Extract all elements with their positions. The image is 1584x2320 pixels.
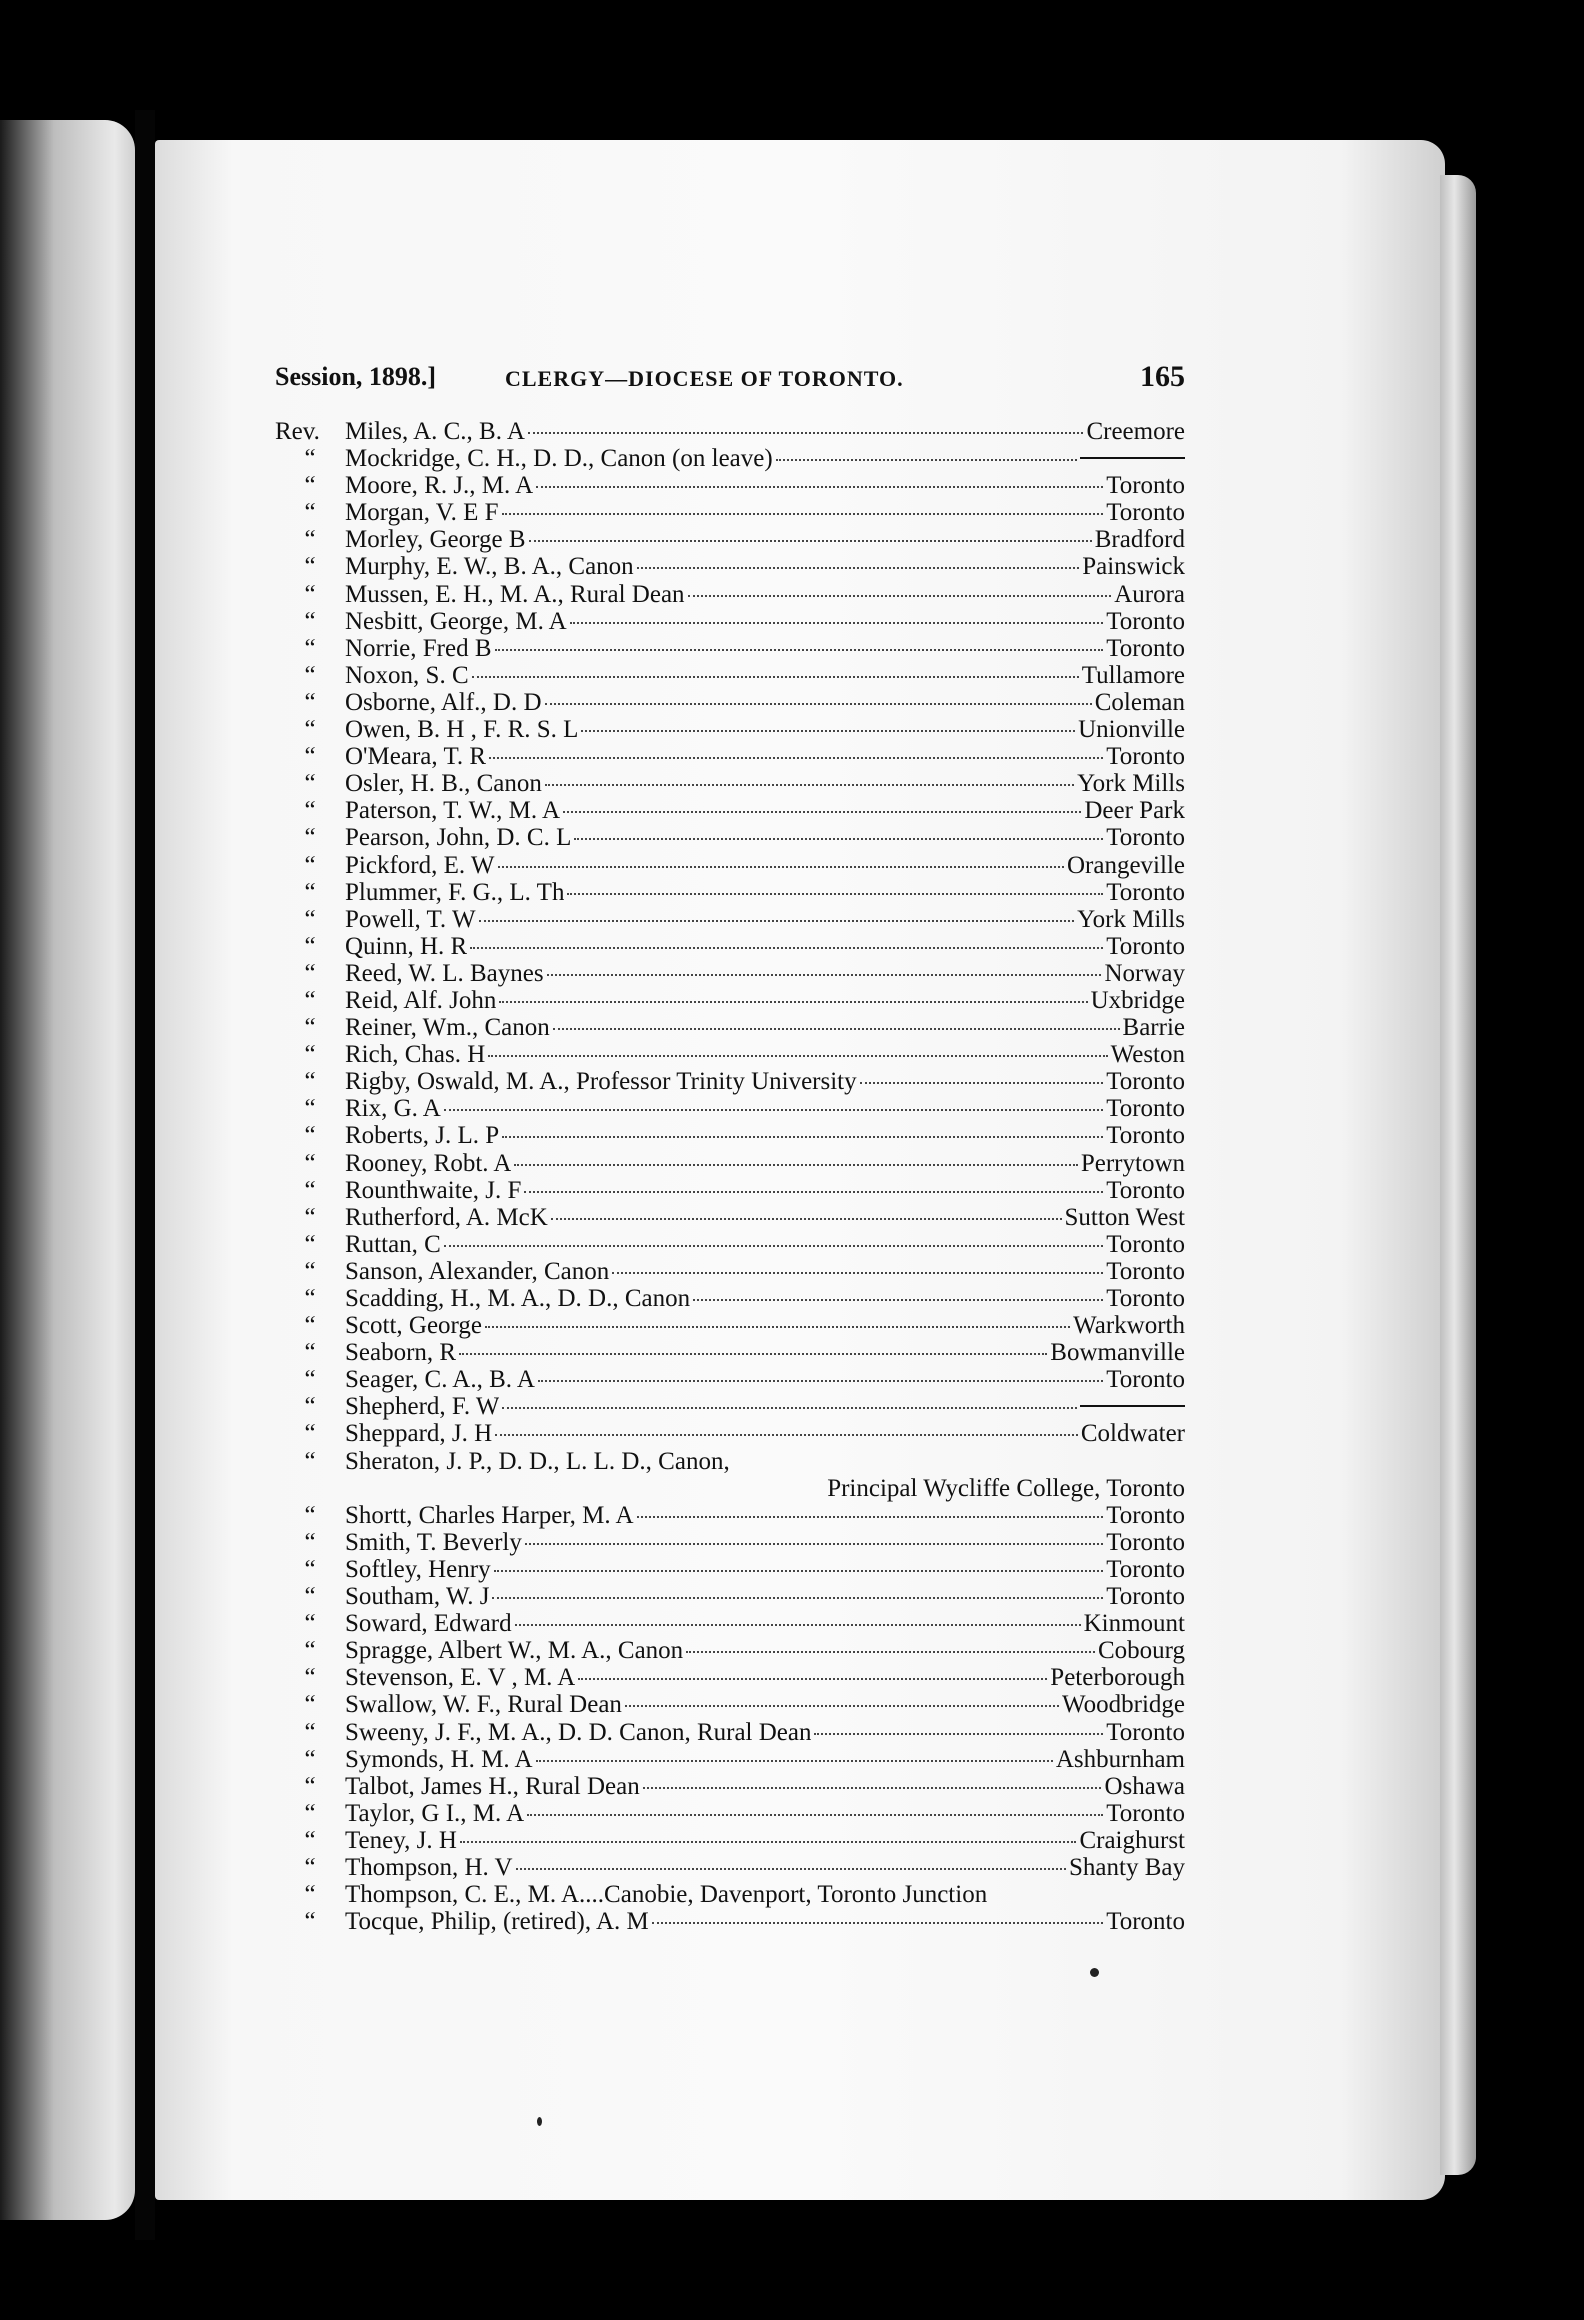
parish-place: York Mills <box>1077 770 1185 798</box>
clergy-name: Plummer, F. G., L. Th <box>345 878 565 906</box>
list-item <box>275 1610 1185 1637</box>
ditto-mark: “ <box>304 1257 316 1285</box>
parish-place: Creemore <box>1086 418 1185 445</box>
list-item <box>275 1773 1185 1800</box>
ditto-mark: “ <box>304 1664 316 1692</box>
list-item <box>275 1095 1185 1122</box>
clergy-name: Rigby, Oswald, M. A., Professor Trinity University <box>345 1068 857 1096</box>
list-item <box>275 1691 1185 1718</box>
clergy-name: Reed, W. L. Baynes <box>345 959 544 987</box>
ditto-mark: “ <box>304 1203 316 1231</box>
ditto-mark: “ <box>304 1691 316 1719</box>
clergy-name: Rix, G. A <box>345 1095 441 1123</box>
dot-leader <box>492 1597 1103 1599</box>
ditto-mark: “ <box>304 1014 316 1042</box>
parish-place: Toronto <box>1106 1095 1185 1123</box>
dot-leader <box>472 676 1079 678</box>
dot-leader <box>578 1678 1047 1680</box>
list-item <box>275 1583 1185 1610</box>
ditto-mark: “ <box>304 553 316 581</box>
dot-leader <box>536 486 1103 488</box>
dot-leader <box>652 1922 1103 1924</box>
dot-leader <box>776 459 1077 461</box>
clergy-name: Scadding, H., M. A., D. D., Canon <box>345 1285 691 1312</box>
parish-place: Weston <box>1110 1041 1185 1069</box>
clergy-name: Smith, T. Beverly <box>345 1528 522 1556</box>
list-item <box>275 1258 1185 1285</box>
clergy-name: Sheppard, J. H <box>345 1420 493 1448</box>
dot-leader <box>686 1651 1095 1653</box>
ditto-mark: “ <box>304 445 316 473</box>
ditto-mark: “ <box>304 797 316 825</box>
dot-leader <box>612 1272 1103 1274</box>
parish-place: Kinmount <box>1083 1610 1185 1638</box>
clergy-name: Teney, J. H <box>345 1826 457 1854</box>
list-item <box>275 1312 1185 1339</box>
dot-leader <box>637 567 1080 569</box>
parish-place: Toronto <box>1106 932 1185 960</box>
ditto-mark: “ <box>304 1041 316 1069</box>
dot-leader <box>459 1353 1047 1355</box>
list-item <box>275 1800 1185 1827</box>
list-item <box>275 1827 1185 1854</box>
parish-place: Toronto <box>1106 1718 1185 1746</box>
ditto-mark: “ <box>304 1339 316 1367</box>
parish-place: Uxbridge <box>1090 986 1185 1014</box>
list-item <box>275 1177 1185 1204</box>
list-item <box>275 1908 1185 1935</box>
ditto-mark: “ <box>304 1230 316 1258</box>
dot-leader <box>470 947 1103 949</box>
list-item <box>275 635 1185 662</box>
ditto-mark: “ <box>304 1583 316 1611</box>
list-item <box>275 1556 1185 1583</box>
clergy-name: Seaborn, R <box>345 1339 457 1367</box>
parish-place: Toronto <box>1106 1230 1185 1258</box>
clergy-name: Thompson, H. V <box>345 1853 513 1881</box>
parish-place: Bradford <box>1094 526 1185 554</box>
ditto-mark: “ <box>304 499 316 527</box>
dot-leader <box>545 784 1074 786</box>
parish-place: York Mills <box>1077 905 1185 933</box>
clergy-name: Tocque, Philip, (retired), A. M <box>345 1908 649 1936</box>
list-item <box>275 987 1185 1014</box>
ditto-mark: “ <box>304 1312 316 1340</box>
list-item <box>275 770 1185 797</box>
facing-page-edge <box>0 120 135 2220</box>
page-edge-shadow <box>1440 175 1476 2175</box>
dot-leader <box>547 974 1102 976</box>
clergy-name: O'Meara, T. R <box>345 743 487 771</box>
list-item <box>275 1339 1185 1366</box>
dot-leader <box>444 1109 1103 1111</box>
clergy-name: Osler, H. B., Canon <box>345 770 542 798</box>
parish-place: Coldwater <box>1080 1420 1185 1448</box>
dot-leader <box>479 920 1075 922</box>
dot-leader <box>502 1407 1077 1409</box>
ditto-mark: “ <box>304 986 316 1014</box>
clergy-name: Paterson, T. W., M. A <box>345 797 561 825</box>
parish-place: Toronto <box>1106 824 1185 852</box>
parish-place: Perrytown <box>1080 1149 1185 1177</box>
book-gutter <box>135 110 155 2240</box>
clergy-name: Swallow, W. F., Rural Dean <box>345 1691 622 1719</box>
ditto-mark: “ <box>304 1501 316 1529</box>
ditto-mark: “ <box>304 1366 316 1394</box>
dot-leader <box>551 1218 1062 1220</box>
parish-place: Cobourg <box>1097 1637 1185 1665</box>
clergy-name: Owen, B. H , F. R. S. L <box>345 716 579 744</box>
list-item <box>275 1746 1185 1773</box>
list-item <box>275 581 1185 608</box>
dot-leader <box>529 540 1092 542</box>
list-item <box>275 797 1185 824</box>
clergy-name: Miles, A. C., B. A <box>345 418 525 445</box>
dot-leader <box>814 1733 1103 1735</box>
parish-place: Toronto <box>1106 1176 1185 1204</box>
running-header <box>275 362 1185 402</box>
clergy-name: Ruttan, C <box>345 1230 441 1258</box>
list-item <box>275 1285 1185 1312</box>
ditto-mark: “ <box>304 580 316 608</box>
parish-place: Toronto <box>1106 1068 1185 1096</box>
dot-leader <box>528 432 1084 434</box>
ditto-mark: “ <box>304 1610 316 1638</box>
ditto-mark: “ <box>304 1555 316 1583</box>
dot-leader <box>625 1705 1059 1707</box>
dot-leader <box>495 1434 1078 1436</box>
parish-place: Toronto <box>1106 472 1185 500</box>
clergy-name: Scott, George <box>345 1312 483 1340</box>
ditto-mark: “ <box>304 770 316 798</box>
list-item <box>275 743 1185 770</box>
blank-dash <box>1080 1405 1185 1407</box>
dot-leader <box>444 1245 1103 1247</box>
dot-leader <box>545 703 1092 705</box>
parish-place: Toronto <box>1106 1583 1185 1611</box>
dot-leader <box>502 513 1104 515</box>
parish-place: Toronto <box>1106 878 1185 906</box>
parish-place: Ashburnham <box>1055 1745 1185 1773</box>
ditto-mark: “ <box>304 634 316 662</box>
session-label: Session, 1898.] <box>275 362 437 391</box>
ditto-mark: “ <box>304 1881 316 1909</box>
clergy-name: Soward, Edward <box>345 1610 512 1638</box>
list-item <box>275 499 1185 526</box>
dot-leader <box>489 757 1103 759</box>
ditto-mark: “ <box>304 824 316 852</box>
list-item <box>275 1420 1185 1447</box>
parish-place: Toronto <box>1106 743 1185 771</box>
ditto-mark: “ <box>304 932 316 960</box>
parish-place: Shanty Bay <box>1069 1853 1185 1881</box>
list-item <box>275 1122 1185 1149</box>
clergy-name: Reiner, Wm., Canon <box>345 1014 550 1042</box>
ditto-mark: “ <box>304 1176 316 1204</box>
dot-leader <box>499 1001 1087 1003</box>
list-item <box>275 553 1185 580</box>
ditto-mark: “ <box>304 1447 316 1475</box>
parish-place: Norway <box>1104 959 1185 987</box>
parish-place: Tullamore <box>1081 661 1185 689</box>
list-item <box>275 526 1185 553</box>
clergy-name: Shortt, Charles Harper, M. A <box>345 1501 634 1529</box>
list-item <box>275 418 1185 445</box>
clergy-name: Sweeny, J. F., M. A., D. D. Canon, Rural Dean <box>345 1718 812 1746</box>
list-item <box>275 1719 1185 1746</box>
ditto-mark: “ <box>304 1528 316 1556</box>
dot-leader <box>525 1543 1103 1545</box>
parish-place: Toronto <box>1106 1122 1185 1150</box>
dot-leader <box>567 893 1103 895</box>
clergy-name: Noxon, S. C <box>345 661 469 689</box>
clergy-name: Morley, George B <box>345 526 526 554</box>
clergy-name: Rich, Chas. H <box>345 1041 486 1069</box>
list-item <box>275 1448 1185 1475</box>
parish-place: Warkworth <box>1073 1312 1185 1340</box>
dot-leader <box>563 811 1081 813</box>
ditto-mark: “ <box>304 716 316 744</box>
list-item <box>275 960 1185 987</box>
parish-place: Coleman <box>1094 688 1185 716</box>
dot-leader <box>536 1760 1053 1762</box>
parish-place: Toronto <box>1106 1908 1185 1936</box>
ditto-mark: “ <box>304 472 316 500</box>
list-item <box>275 1393 1185 1420</box>
parish-place: Toronto <box>1106 1528 1185 1556</box>
dot-leader <box>494 1570 1104 1572</box>
list-item <box>275 852 1185 879</box>
clergy-name: Reid, Alf. John <box>345 986 497 1014</box>
list-item <box>275 716 1185 743</box>
clergy-name: Morgan, V. E F <box>345 499 499 527</box>
ditto-mark: “ <box>304 878 316 906</box>
ditto-mark: “ <box>304 1637 316 1665</box>
dot-leader <box>688 595 1112 597</box>
parish-place: Aurora <box>1114 580 1185 608</box>
clergy-name: Southam, W. J <box>345 1583 490 1611</box>
parish-place: Craighurst <box>1079 1826 1185 1854</box>
ditto-mark: “ <box>304 959 316 987</box>
ditto-mark: “ <box>304 1149 316 1177</box>
clergy-name: Quinn, H. R <box>345 932 468 960</box>
list-item <box>275 1664 1185 1691</box>
ditto-mark: “ <box>304 1285 316 1312</box>
clergy-name: Sheraton, J. P., D. D., L. L. D., Canon, <box>345 1447 730 1475</box>
list-item <box>275 1637 1185 1664</box>
clergy-name: Sanson, Alexander, Canon <box>345 1257 610 1285</box>
list-item <box>275 1529 1185 1556</box>
list-item <box>275 445 1185 472</box>
parish-place: Sutton West <box>1064 1203 1185 1231</box>
list-item <box>275 1231 1185 1258</box>
dot-leader <box>495 649 1104 651</box>
ink-speck <box>1090 1968 1099 1977</box>
list-item <box>275 1502 1185 1529</box>
page-number: 165 <box>1140 360 1185 393</box>
ditto-mark: “ <box>304 607 316 635</box>
ditto-mark: “ <box>304 1772 316 1800</box>
parish-place: Toronto <box>1106 1555 1185 1583</box>
dot-leader <box>485 1326 1070 1328</box>
dot-leader <box>693 1299 1103 1301</box>
list-item <box>275 824 1185 851</box>
parish-place: Barrie <box>1122 1014 1185 1042</box>
ditto-mark: “ <box>304 1393 316 1421</box>
ditto-mark: “ <box>304 1745 316 1773</box>
parish-place: Toronto <box>1106 1366 1185 1394</box>
list-item <box>275 933 1185 960</box>
parish-place: Unionville <box>1078 716 1185 744</box>
clergy-name: Seager, C. A., B. A <box>345 1366 535 1394</box>
ditto-mark: “ <box>304 1908 316 1936</box>
list-item <box>275 879 1185 906</box>
dot-leader <box>538 1380 1103 1382</box>
parish-place: Toronto <box>1106 499 1185 527</box>
dot-leader <box>643 1787 1102 1789</box>
dot-leader <box>527 1814 1103 1816</box>
clergy-name: Stevenson, E. V , M. A <box>345 1664 576 1692</box>
dot-leader <box>498 866 1064 868</box>
dot-leader <box>514 1164 1077 1166</box>
clergy-name: Softley, Henry <box>345 1555 491 1583</box>
ditto-mark: “ <box>304 1068 316 1096</box>
ditto-mark: “ <box>304 743 316 771</box>
parish-place: Orangeville <box>1066 851 1185 879</box>
parish-place: Oshawa <box>1104 1772 1185 1800</box>
ditto-mark: “ <box>304 1095 316 1123</box>
clergy-name: Taylor, G I., M. A <box>345 1799 525 1827</box>
list-item <box>275 689 1185 716</box>
page-title: CLERGY—DIOCESE OF TORONTO. <box>505 366 904 391</box>
ditto-mark: “ <box>304 1420 316 1448</box>
parish-place: Toronto <box>1106 1285 1185 1312</box>
ditto-mark: “ <box>304 1826 316 1854</box>
entry-continuation: Principal Wycliffe College, Toronto <box>827 1474 1185 1502</box>
dot-leader <box>502 1136 1103 1138</box>
clergy-name: Osborne, Alf., D. D <box>345 688 542 716</box>
ink-speck <box>537 2117 542 2126</box>
parish-place: Toronto <box>1106 1257 1185 1285</box>
list-item <box>275 1204 1185 1231</box>
parish-place: Toronto <box>1106 1501 1185 1529</box>
list-item <box>275 1475 1185 1502</box>
clergy-name: Shepherd, F. W <box>345 1393 500 1421</box>
dot-leader <box>860 1082 1104 1084</box>
clergy-name: Rounthwaite, J. F <box>345 1176 522 1204</box>
parish-place: Peterborough <box>1050 1664 1185 1692</box>
dot-leader <box>570 622 1103 624</box>
clergy-name: Mockridge, C. H., D. D., Canon (on leave) <box>345 445 773 473</box>
dot-leader <box>524 1191 1103 1193</box>
clergy-name: Norrie, Fred B <box>345 634 492 662</box>
list-item <box>275 662 1185 689</box>
blank-dash <box>1080 457 1185 459</box>
clergy-name: Pickford, E. W <box>345 851 495 879</box>
clergy-name: Mussen, E. H., M. A., Rural Dean <box>345 580 685 608</box>
list-item <box>275 1041 1185 1068</box>
clergy-name: Powell, T. W <box>345 905 476 933</box>
clergy-name: Moore, R. J., M. A <box>345 472 534 500</box>
parish-place: Deer Park <box>1084 797 1185 825</box>
parish-place: Toronto <box>1106 1799 1185 1827</box>
clergy-list <box>275 418 1185 1935</box>
place-blank <box>1080 1393 1185 1420</box>
clergy-name: Thompson, C. E., M. A....Canobie, Davenport, Toronto Junction <box>345 1881 988 1909</box>
dot-leader <box>581 730 1075 732</box>
list-item <box>275 906 1185 933</box>
list-item <box>275 1881 1185 1908</box>
list-item <box>275 608 1185 635</box>
clergy-name: Murphy, E. W., B. A., Canon <box>345 553 634 581</box>
clergy-name: Spragge, Albert W., M. A., Canon <box>345 1637 684 1665</box>
clergy-name: Nesbitt, George, M. A <box>345 607 567 635</box>
clergy-name: Talbot, James H., Rural Dean <box>345 1772 640 1800</box>
dot-leader <box>515 1624 1081 1626</box>
list-item <box>275 1854 1185 1881</box>
list-item <box>275 1150 1185 1177</box>
parish-place: Bowmanville <box>1050 1339 1185 1367</box>
title-prefix: Rev. <box>275 418 320 445</box>
clergy-name: Rutherford, A. McK <box>345 1203 548 1231</box>
list-item <box>275 1014 1185 1041</box>
dot-leader <box>637 1516 1104 1518</box>
place-blank <box>1080 445 1185 472</box>
list-item <box>275 1366 1185 1393</box>
dot-leader <box>488 1055 1107 1057</box>
list-item <box>275 1068 1185 1095</box>
ditto-mark: “ <box>304 1122 316 1150</box>
ditto-mark: “ <box>304 1799 316 1827</box>
dot-leader <box>460 1841 1077 1843</box>
parish-place: Woodbridge <box>1062 1691 1185 1719</box>
parish-place: Painswick <box>1082 553 1185 581</box>
clergy-name: Rooney, Robt. A <box>345 1149 512 1177</box>
clergy-name: Symonds, H. M. A <box>345 1745 533 1773</box>
parish-place: Toronto <box>1106 634 1185 662</box>
dot-leader <box>574 838 1103 840</box>
ditto-mark: “ <box>304 661 316 689</box>
dot-leader <box>516 1868 1066 1870</box>
dot-leader <box>553 1028 1120 1030</box>
clergy-name: Roberts, J. L. P <box>345 1122 500 1150</box>
clergy-name: Pearson, John, D. C. L <box>345 824 572 852</box>
parish-place: Toronto <box>1106 607 1185 635</box>
ditto-mark: “ <box>304 1718 316 1746</box>
list-item <box>275 472 1185 499</box>
ditto-mark: “ <box>304 688 316 716</box>
ditto-mark: “ <box>304 851 316 879</box>
ditto-mark: “ <box>304 905 316 933</box>
ditto-mark: “ <box>304 1853 316 1881</box>
ditto-mark: “ <box>304 526 316 554</box>
